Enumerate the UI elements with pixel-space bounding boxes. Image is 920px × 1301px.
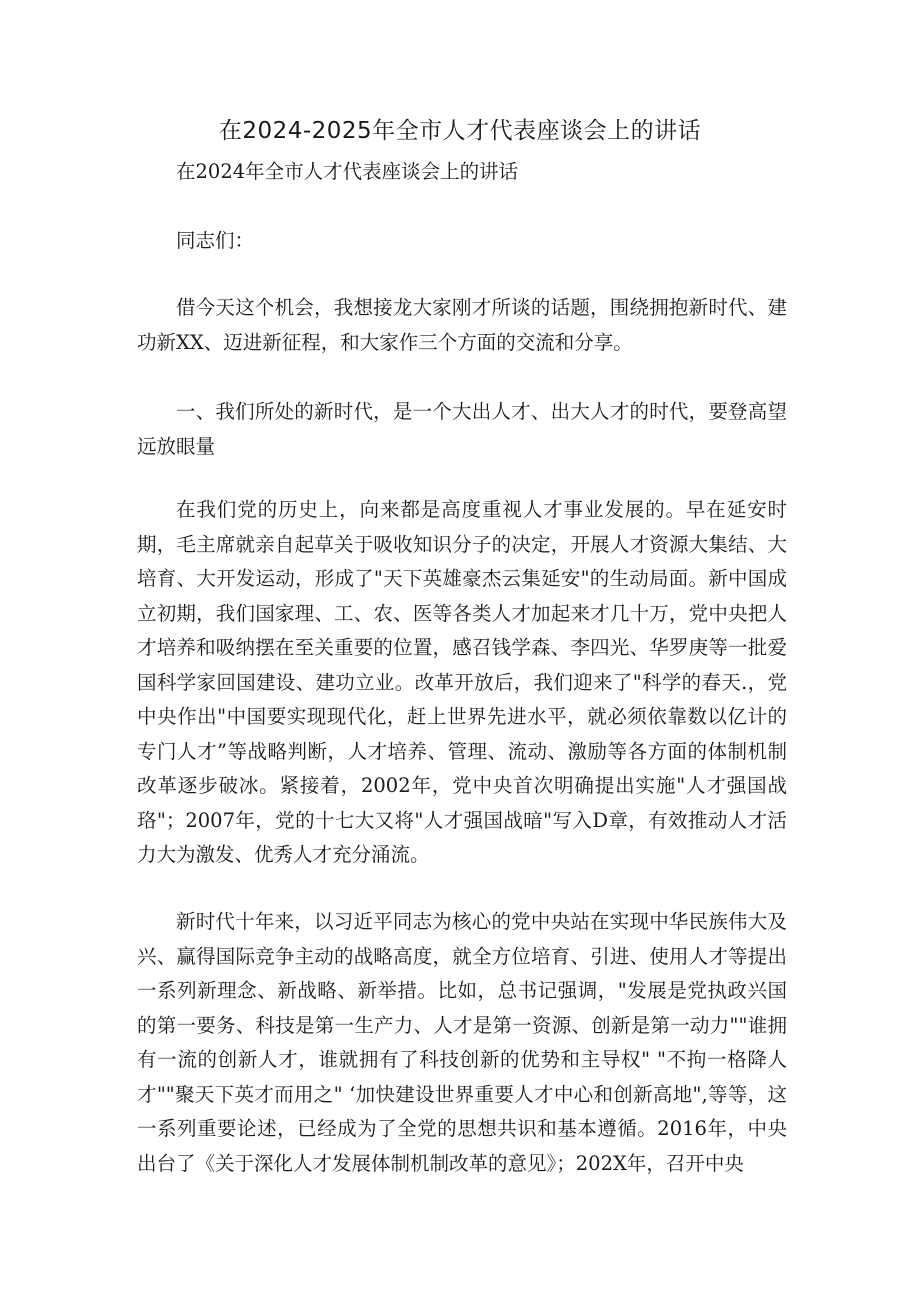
salutation: 同志们：	[176, 229, 255, 252]
section-heading-1: 一、我们所处的新时代，是一个大出人才、出大人才的时代，要登高望远放眼量	[137, 400, 787, 458]
paragraph-intro: 借今天这个机会，我想接龙大家刚才所谈的话题，围绕拥抱新时代、建功新XX、迈进新征程，和大家作三个方面的交流和分享。	[137, 296, 787, 354]
paragraph-history: 在我们党的历史上，向来都是高度重视人才事业发展的。早在延安时期，毛主席就亲自起草关于吸收知识分子的决定，开展人才资源大集结、大培育、大开发运动，形成了"天下英雄豪杰云集延安"的生动局面。新中国成立初期，我们国家理、工、农、医等各类人才加起来才几十万，党中央把人才培养和吸纳摆在至关重要的位置，感召钱学森、李四光、华罗庚等一批爱国科学家回国建设、建功立业。改革开放后，我们迎来了"科学的春天.，党中央作出"中国要实现现代化，赶上世界先进水平，就必须依靠数以亿计的专门人才”等战略判断，人才培养、管理、流动、激励等各方面的体制机制改革逐步破冰。紧接着，2002年，党中央首次明确提出实施"人才强国战珞"；2007年，党的十七大又将"人才强国战暗"写入D章，有效推动人才活力大为激发、优秀人才充分涌流。	[137, 498, 787, 866]
document-subtitle: 在2024年全市人才代表座谈会上的讲话	[176, 160, 519, 183]
paragraph-new-era: 新时代十年来，以习近平同志为核心的党中央站在实现中华民族伟大及兴、赢得国际竞争主动的战略高度，就全方位培育、引进、使用人才等提出一系列新理念、新战略、新举措。比如，总书记强调，"发展是党执政兴国的第一要务、科技是第一生产力、人才是第一资源、创新是第一动力""谁拥有一流的创新人才，谁就拥有了科技创新的优势和主导权" "不拘一格降人才""聚天下英才而用之" ‘加快建设世界重要人才中心和创新高地",等等，这一系列重要论述，已经成为了全党的思想共识和基本遵循。2016年，中央出台了《关于深化人才发展体制机制改革的意见》；202X年，召开中央	[137, 910, 787, 1175]
document-title: 在2024-2025年全市人才代表座谈会上的讲话	[218, 118, 702, 144]
